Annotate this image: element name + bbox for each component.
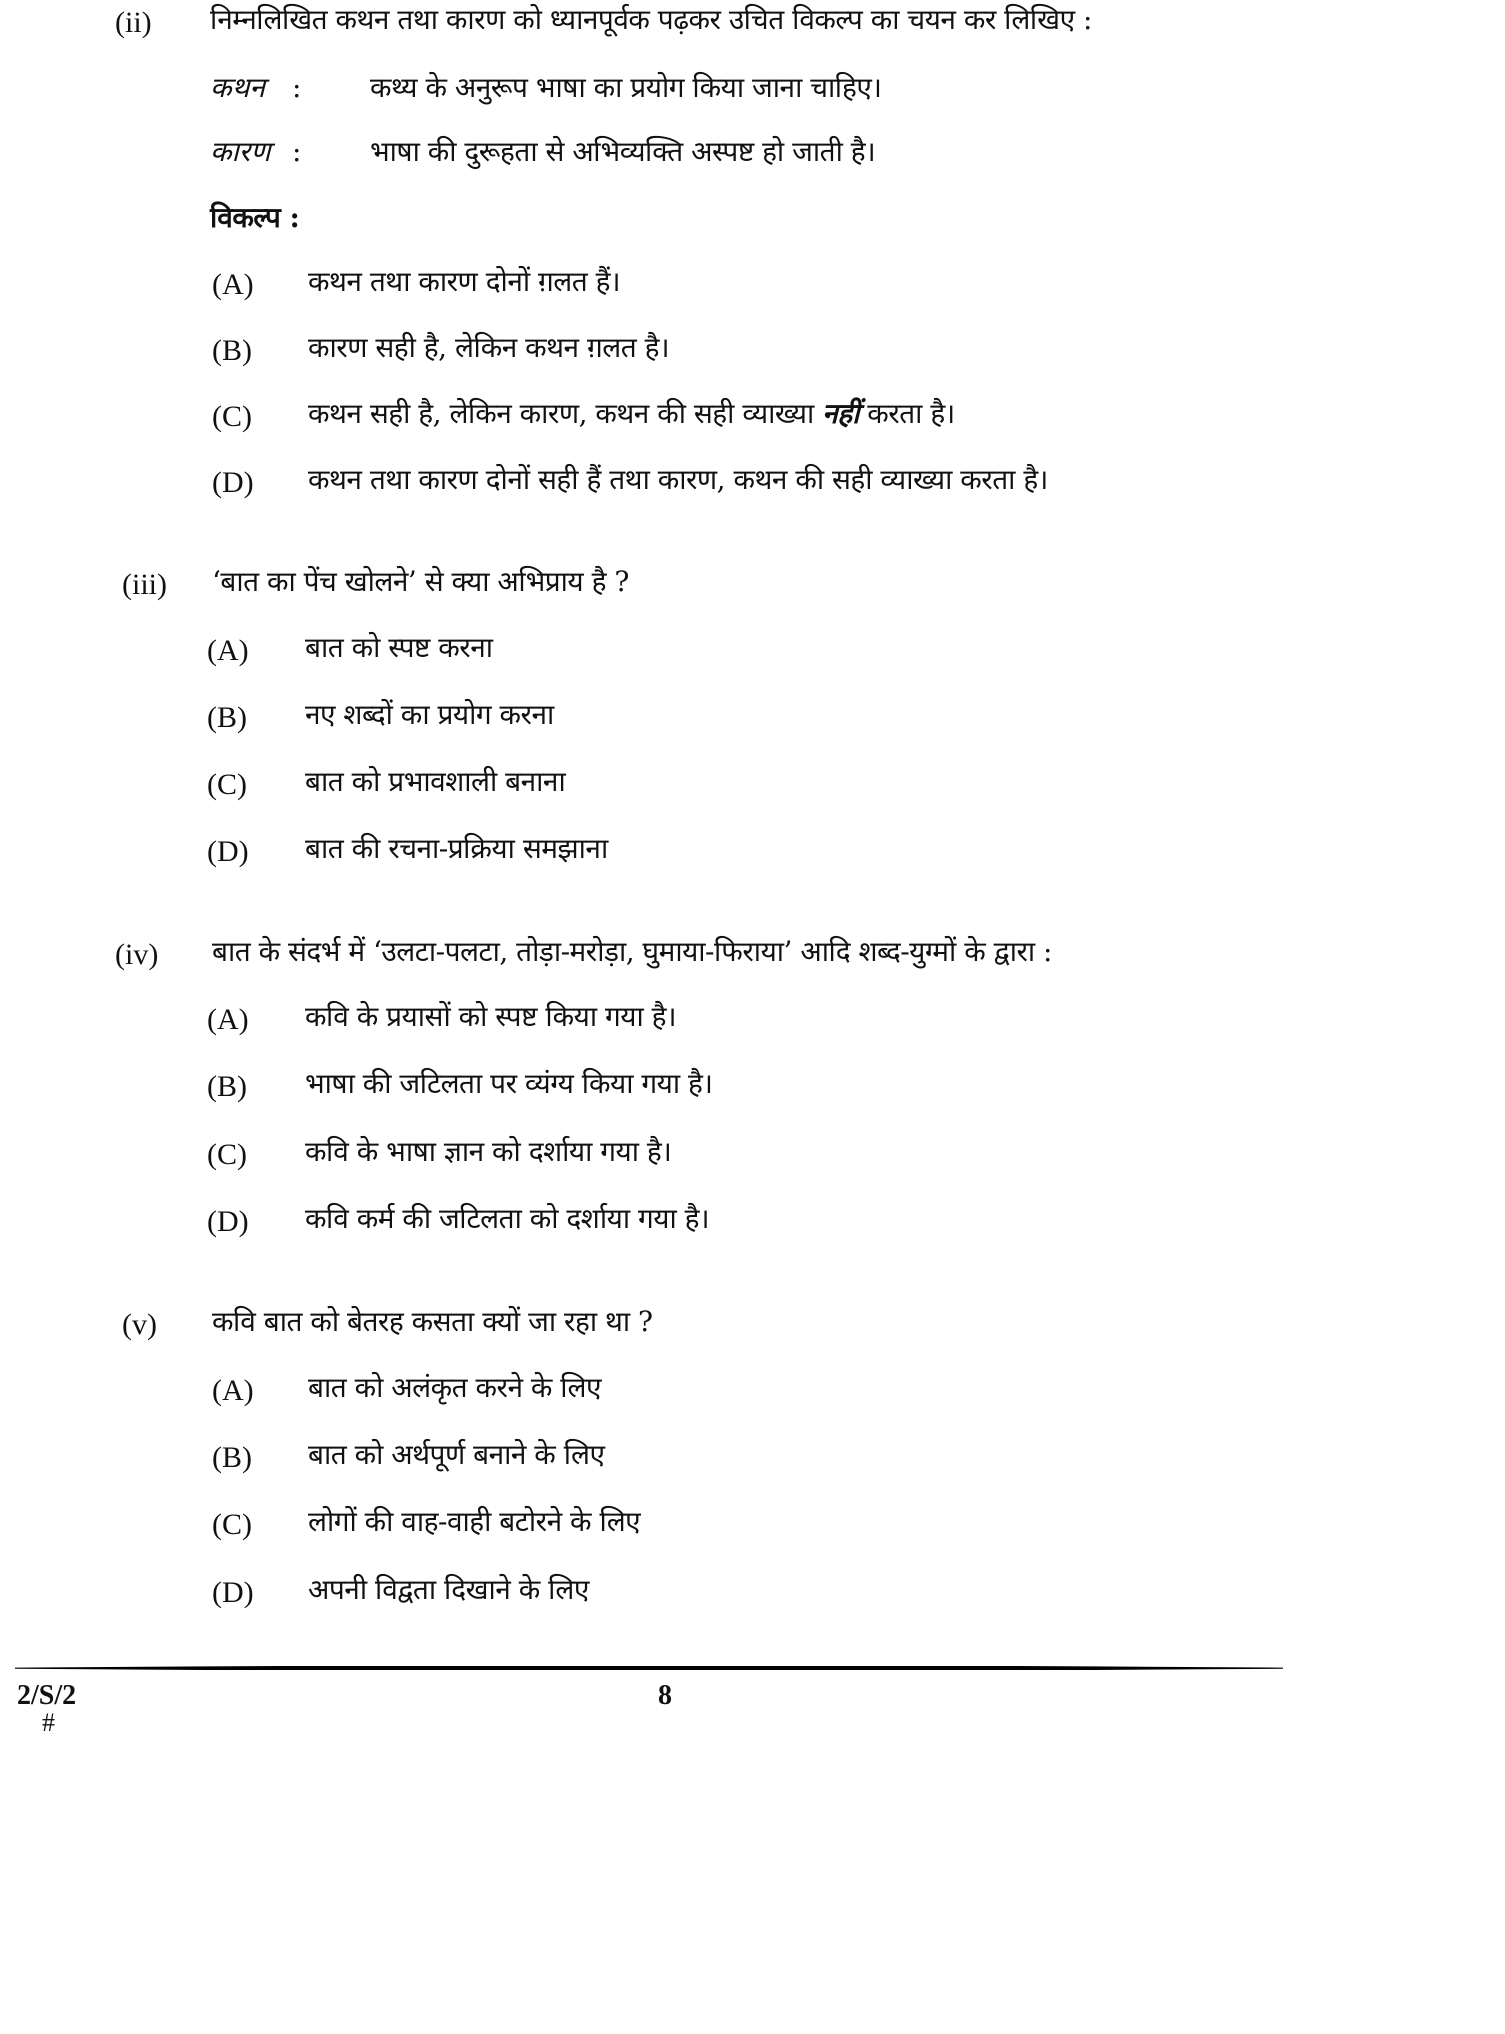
options-heading: विकल्प : — [210, 201, 300, 234]
option-label: (B) — [212, 1441, 252, 1474]
option-label: (D) — [207, 1205, 249, 1238]
option-label: (B) — [207, 701, 247, 734]
question-number: (ii) — [115, 6, 152, 39]
option-label: (A) — [212, 1374, 254, 1407]
question-prompt: निम्नलिखित कथन तथा कारण को ध्यानपूर्वक पढ़कर उचित विकल्प का चयन कर लिखिए : — [210, 3, 1092, 36]
option-text: अपनी विद्वता दिखाने के लिए — [308, 1573, 589, 1606]
option-label: (C) — [212, 400, 252, 433]
option-text: बात को प्रभावशाली बनाना — [305, 765, 566, 798]
option-text — [308, 397, 955, 430]
statement-text: कथ्य के अनुरूप भाषा का प्रयोग किया जाना चाहिए। — [370, 71, 882, 104]
question-prompt: कवि बात को बेतरह कसता क्यों जा रहा था ? — [212, 1305, 653, 1338]
option-text: भाषा की जटिलता पर व्यंग्य किया गया है। — [305, 1067, 713, 1100]
option-text: नए शब्दों का प्रयोग करना — [305, 698, 554, 731]
option-text: लोगों की वाह-वाही बटोरने के लिए — [308, 1505, 641, 1538]
option-label: (D) — [212, 466, 254, 499]
option-text: कवि के प्रयासों को स्पष्ट किया गया है। — [305, 1000, 677, 1033]
option-text: बात को अलंकृत करने के लिए — [308, 1371, 602, 1404]
option-label: (A) — [212, 268, 254, 301]
option-label: (B) — [207, 1070, 247, 1103]
reason-colon: : — [292, 135, 302, 168]
question-prompt: बात के संदर्भ में ‘उलटा-पलटा, तोड़ा-मरोड़ा, घुमाया-फिराया’ आदि शब्द-युग्मों के द्वारा : — [212, 935, 1052, 968]
question-prompt: ‘बात का पेंच खोलने’ से क्या अभिप्राय है ? — [212, 565, 629, 598]
question-number: (v) — [122, 1308, 157, 1341]
option-label: (A) — [207, 1003, 249, 1036]
option-text: बात को अर्थपूर्ण बनाने के लिए — [308, 1438, 605, 1471]
option-text-part: कथन सही है, लेकिन कारण, कथन की सही व्याख्या — [308, 397, 823, 430]
option-text: बात की रचना-प्रक्रिया समझाना — [305, 832, 608, 865]
option-label: (D) — [212, 1576, 254, 1609]
reason-text: भाषा की दुरूहता से अभिव्यक्ति अस्पष्ट हो जाती है। — [370, 135, 876, 168]
statement-label: कथन — [210, 71, 265, 104]
option-label: (A) — [207, 634, 249, 667]
emphasis-word: नहीं — [822, 397, 859, 430]
option-text: बात को स्पष्ट करना — [305, 631, 493, 664]
paper-code: 2/S/2 — [17, 1680, 77, 1711]
option-label: (B) — [212, 334, 252, 367]
option-text-part: करता है। — [858, 397, 955, 430]
question-number: (iii) — [122, 568, 167, 601]
option-text: कवि कर्म की जटिलता को दर्शाया गया है। — [305, 1202, 710, 1235]
page-number: 8 — [658, 1680, 672, 1711]
option-text: कथन तथा कारण दोनों ग़लत हैं। — [308, 265, 621, 298]
statement-colon: : — [292, 71, 302, 104]
option-text: कथन तथा कारण दोनों सही हैं तथा कारण, कथन की सही व्याख्या करता है। — [308, 463, 1048, 496]
option-text: कवि के भाषा ज्ञान को दर्शाया गया है। — [305, 1135, 672, 1168]
option-label: (C) — [207, 768, 247, 801]
footer-rule — [15, 1664, 1283, 1672]
option-label: (D) — [207, 835, 249, 868]
question-number: (iv) — [115, 938, 159, 971]
option-label: (C) — [207, 1138, 247, 1171]
option-text: कारण सही है, लेकिन कथन ग़लत है। — [308, 331, 670, 364]
footer-mark: # — [42, 1708, 55, 1737]
option-label: (C) — [212, 1508, 252, 1541]
reason-label: कारण — [210, 135, 271, 168]
